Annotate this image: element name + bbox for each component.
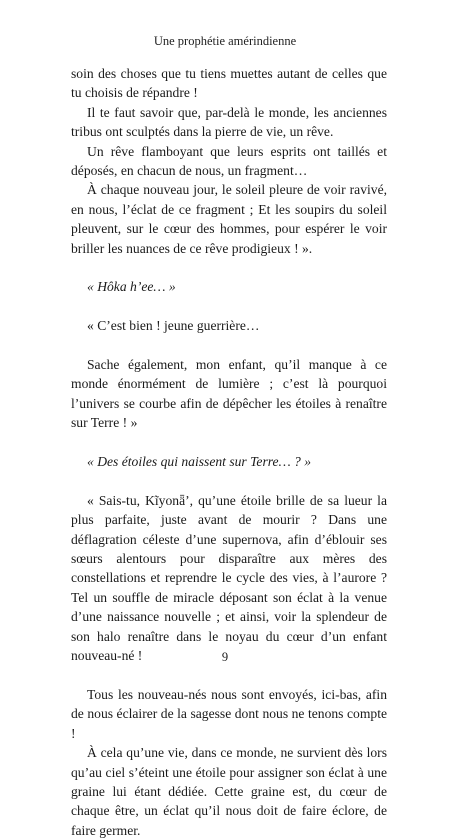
paragraph: Il te faut savoir que, par-delà le monde, les anciennes tribus ont sculptés dans la pierre de vie, un rêve. — [71, 104, 387, 140]
paragraph: soin des choses que tu tiens muettes autant de celles que tu choisis de répandre ! — [71, 66, 387, 101]
page-number: 9 — [221, 650, 229, 664]
dialogue-line: « Hôka h’ee… » — [87, 279, 176, 295]
body-text — [71, 64, 387, 840]
paragraph: Un rêve flamboyant que leurs esprits ont taillés et déposés, en chacun de nous, un fragment… — [71, 143, 387, 179]
dialogue-line: « C’est bien ! jeune guerrière… — [87, 318, 260, 334]
paragraph: Sache également, mon enfant, qu’il manque à ce monde énormément de lumière ; c’est là pourquoi l’univers se courbe afin de dépêcher les étoiles à renaître sur Terre ! » — [71, 357, 387, 431]
running-header: Une prophétie amérindienne — [153, 34, 297, 48]
paragraph: À cela qu’une vie, dans ce monde, ne survient dès lors qu’au ciel s’éteint une étoile pour assigner son éclat à une graine lui étant dédiée. Cette graine est, du cœur de chaque être, un éclat qu’il nous doit de faire éclore, de faire germer. — [71, 745, 387, 838]
paragraph: « Sais-tu, Kĩyonǟ’, qu’une étoile brille de sa lueur la plus parfaite, juste avant de mourir ? Dans une déflagration céleste d’une supernova, afin d’éblouir ses sœurs alentours pour disparaître aux mères des constellations et reprendre le cycle des vies, à l’aurore ? Tel un souffle de miracle déposant son éclat à la venue d’une naissance nouvelle ; et ainsi, voir la splendeur de son halo renaître dans le noyau du cœur d’un enfant nouveau-né ! — [71, 492, 387, 664]
paragraph: À chaque nouveau jour, le soleil pleure de voir ravivé, en nous, l’éclat de ce fragment ; Et les soupirs du soleil pleuvent, sur le cœur des hommes, pour espérer le voir briller les nuances de ce rêve prodigieux ! ». — [71, 182, 387, 256]
dialogue-line: « Des étoiles qui naissent sur Terre… ? » — [87, 454, 312, 470]
paragraph: Tous les nouveau-nés nous sont envoyés, ici-bas, afin de nous éclairer de la sagesse dont nous ne tenons compte ! — [71, 686, 387, 741]
